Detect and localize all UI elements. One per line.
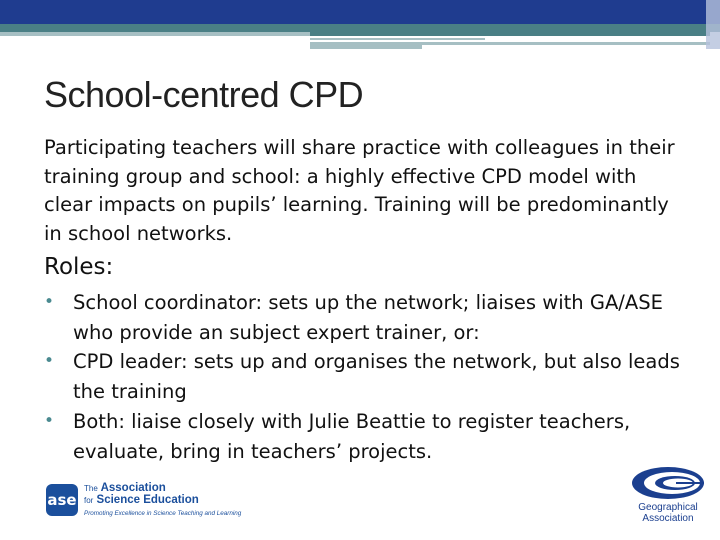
ga-line2: Association — [642, 513, 694, 524]
ase-logo — [46, 482, 266, 520]
ase-for: for — [84, 496, 94, 505]
ase-tagline: Promoting Excellence in Science Teaching and Learning — [84, 510, 242, 517]
bullet-icon: • — [44, 351, 55, 372]
geographical-association-logo — [628, 466, 708, 526]
ase-line2: Science Education — [96, 494, 199, 506]
list-item — [44, 407, 694, 466]
list-item — [44, 347, 694, 406]
list-item — [44, 288, 694, 347]
roles-list — [44, 288, 694, 466]
list-item-text: Both: liaise closely with Julie Beattie to register teachers, evaluate, bring in teachers’ projects. — [73, 409, 631, 463]
ase-the: The — [84, 484, 98, 493]
roles-heading: Roles: — [44, 254, 114, 280]
ga-globe-icon — [628, 466, 708, 502]
list-item-text: School coordinator: sets up the network; liaises with GA/ASE who provide an subject expert trainer, or: — [73, 291, 663, 344]
list-item-text: CPD leader: sets up and organises the network, but also leads the training — [73, 350, 680, 404]
intro-paragraph: Participating teachers will share practice with colleagues in their training group and school: a highly effective CPD model with clear impacts on pupils’ learning. Training will be predominantly in school networks. — [44, 136, 675, 246]
bullet-icon: • — [44, 292, 55, 312]
ase-line1: Association — [100, 482, 166, 494]
ase-mark-icon: ase — [46, 484, 78, 516]
bullet-icon: • — [44, 410, 55, 431]
ga-line1: Geographical — [638, 502, 698, 513]
slide-title: School-centred CPD — [44, 74, 364, 115]
